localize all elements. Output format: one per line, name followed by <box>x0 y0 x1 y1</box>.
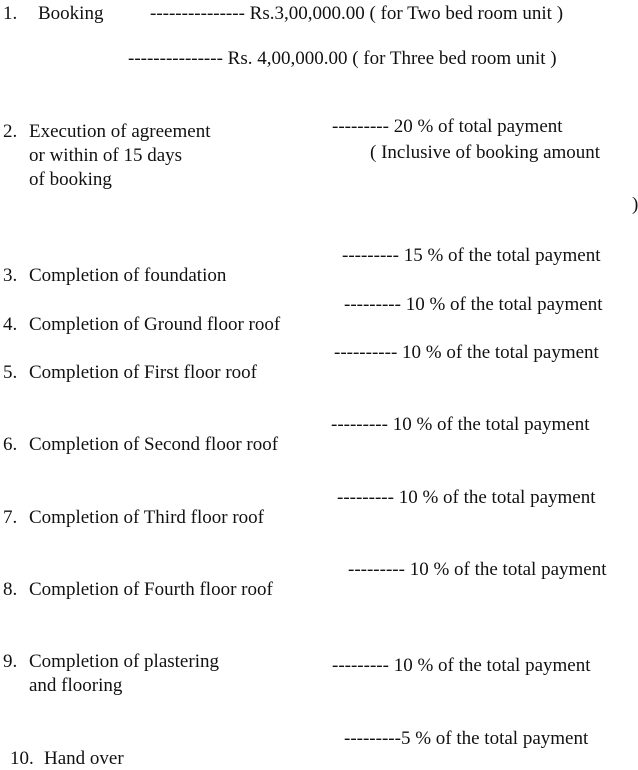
item-amount: ---------5 % of the total payment <box>344 728 589 749</box>
item-amount: --------------- Rs. 4,00,000.00 ( for Three bed room unit ) <box>128 48 557 69</box>
item-label: Completion of foundation <box>29 265 227 286</box>
item-amount: --------- 10 % of the total payment <box>348 559 607 580</box>
item-label: Hand over <box>44 748 124 769</box>
item-number: 1. <box>3 3 18 24</box>
stray-mark: ) <box>632 194 638 215</box>
item-number: 9. <box>3 651 18 672</box>
item-label: of booking <box>29 169 112 190</box>
item-amount: --------- 20 % of total payment <box>332 116 563 137</box>
item-label: or within of 15 days <box>29 145 183 166</box>
item-label: and flooring <box>29 675 123 696</box>
item-amount: --------- 15 % of the total payment <box>342 245 601 266</box>
item-amount: --------- 10 % of the total payment <box>331 414 590 435</box>
item-number: 3. <box>3 265 18 286</box>
item-label: Booking <box>38 3 104 24</box>
item-number: 4. <box>3 314 18 335</box>
item-amount: --------------- Rs.3,00,000.00 ( for Two bed room unit ) <box>150 3 564 24</box>
item-amount: ---------- 10 % of the total payment <box>334 342 599 363</box>
item-amount: ( Inclusive of booking amount <box>370 142 601 163</box>
item-number: 5. <box>3 362 18 383</box>
item-number: 7. <box>3 507 18 528</box>
item-label: Completion of Third floor roof <box>29 507 265 528</box>
item-amount: --------- 10 % of the total payment <box>332 655 591 676</box>
item-number: 2. <box>3 121 18 142</box>
item-number: 8. <box>3 579 18 600</box>
item-label: Completion of First floor roof <box>29 362 257 383</box>
item-number: 10. <box>10 748 34 769</box>
item-label: Completion of Second floor roof <box>29 434 279 455</box>
item-label: Execution of agreement <box>29 121 211 142</box>
item-amount: --------- 10 % of the total payment <box>344 294 603 315</box>
item-amount: --------- 10 % of the total payment <box>337 487 596 508</box>
item-label: Completion of plastering <box>29 651 219 672</box>
item-label: Completion of Ground floor roof <box>29 314 281 335</box>
item-number: 6. <box>3 434 18 455</box>
item-label: Completion of Fourth floor roof <box>29 579 273 600</box>
